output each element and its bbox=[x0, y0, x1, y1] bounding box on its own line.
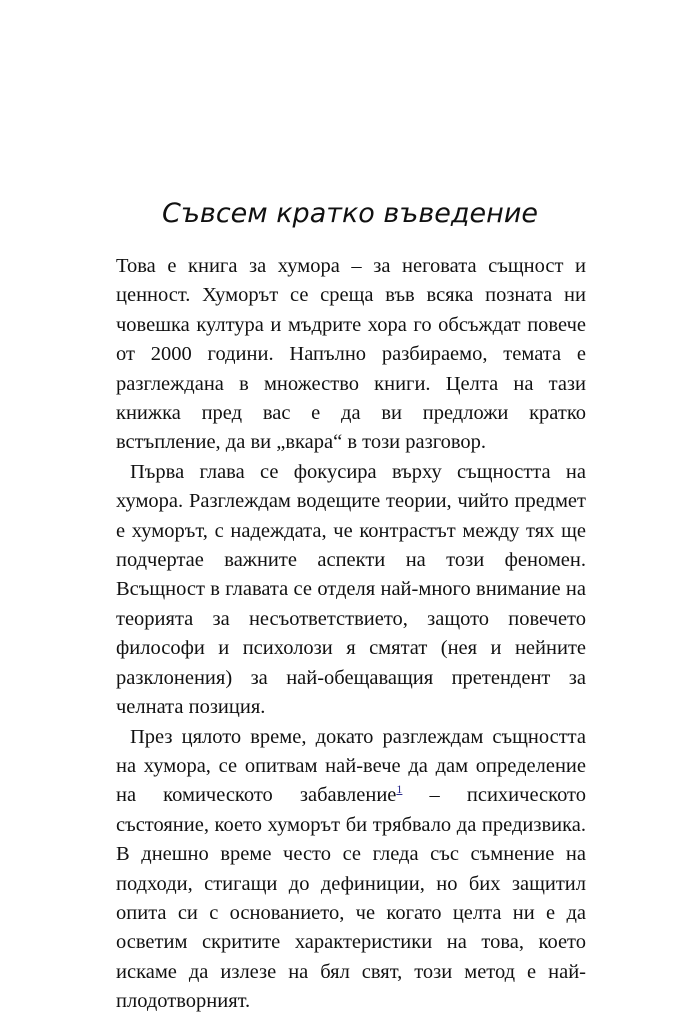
chapter-title: Съвсем кратко въведение bbox=[162, 198, 538, 229]
chapter-body bbox=[116, 252, 586, 1017]
paragraph-2: Първа глава се фокусира върху същността на хумора. Разглеждам водещите теории, чийто предмет е хуморът, с надеждата, че контрастът между тях ще подчертае важните аспекти на този феномен. Всъщност в главата се отделя най-много внимание на теорията за несъответствието, защото повечето философи и психолози я смятат (нея и нейните разклонения) за най-обещаващия претендент за челната позиция. bbox=[116, 460, 586, 719]
footnote-link[interactable]: 1 bbox=[396, 782, 403, 797]
paragraph-3 bbox=[116, 723, 586, 1017]
paragraph-3-text-before-footnote: През цялото време, докато разглеждам същността на хумора, се опитвам най-вече да дам определение на комическото забавление bbox=[116, 725, 586, 807]
paragraph-1: Това е книга за хумора – за неговата същност и ценност. Хуморът се среща във всяка позната ни човешка култура и мъдрите хора го обсъждат повече от 2000 години. Напълно разбираемо, темата е разглеждана в множество книги. Целта на тази книжка пред вас е да ви предложи кратко встъпление, да ви „вкара“ в този разговор. bbox=[116, 255, 586, 454]
paragraph-3-text-after-footnote: – психическото състояние, което хуморът би трябвало да предизвика. В днешно време често се гледа със съмнение на подходи, стигащи до дефиниции, но бих защитил опита си с основанието, че когато целта ни е да осветим скритите характеристики на това, което искаме да излезе на бял свят, този метод е най-плодотворният. bbox=[116, 784, 586, 1013]
